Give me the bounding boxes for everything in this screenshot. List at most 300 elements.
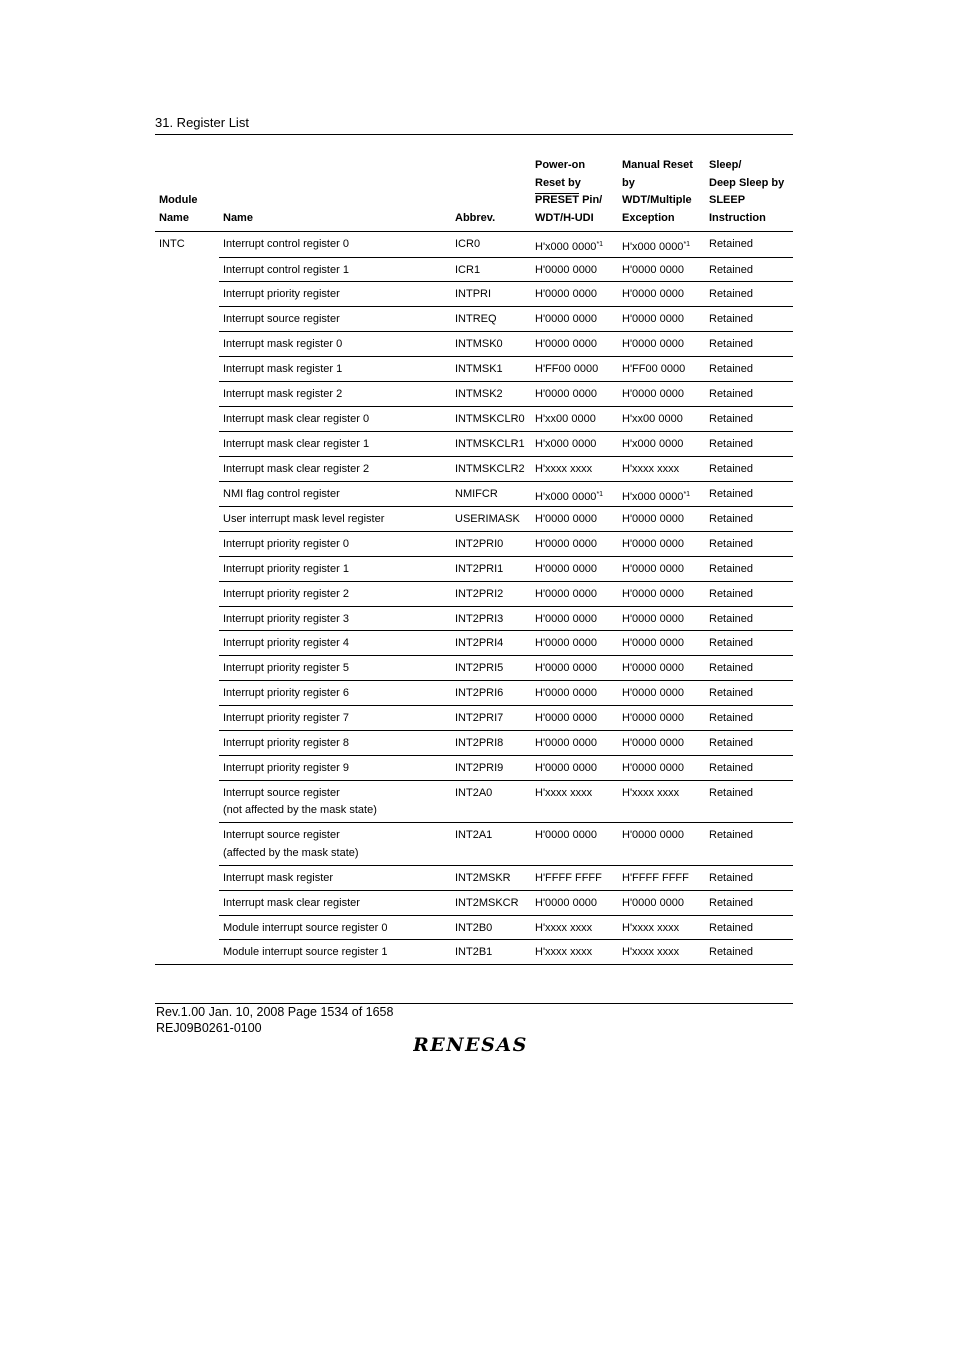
renesas-logo [413,1034,533,1061]
table-row [155,381,793,406]
poweron-reset-cell [531,631,618,656]
register-name-cell [219,940,451,965]
table-body [155,232,793,965]
poweron-reset-value: H'0000 0000 [535,829,598,842]
table-row [155,890,793,915]
poweron-reset-cell [531,406,618,431]
register-name: Interrupt mask register 0 [223,338,343,351]
register-name-note: (affected by the mask state) [223,846,359,859]
register-name-cell [219,282,451,307]
register-name-cell [219,381,451,406]
poweron-reset-value: H'FF00 0000 [535,363,599,376]
register-abbrev-cell [451,307,531,332]
manual-reset-cell [618,823,705,866]
sleep-cell [705,357,793,382]
poweron-reset-value: H'0000 0000 [535,537,598,550]
sleep-cell [705,307,793,332]
sleep-cell [705,755,793,780]
poweron-reset-cell [531,606,618,631]
header-sleep-line4: Instruction [709,211,766,224]
manual-reset-cell [618,507,705,532]
table-row [155,307,793,332]
poweron-reset-value: H'0000 0000 [535,662,598,675]
table-row [155,257,793,282]
section-header [155,115,793,135]
poweron-reset-value: H'0000 0000 [535,612,598,625]
register-abbrev: ICR0 [455,238,481,250]
sleep-cell [705,257,793,282]
register-name-cell [219,481,451,507]
sleep-cell [705,681,793,706]
register-abbrev-cell [451,823,531,866]
note-marker: *1 [683,241,691,248]
manual-reset-value: H'0000 0000 [622,263,685,276]
table-row [155,431,793,456]
poweron-reset-cell [531,431,618,456]
register-abbrev: INT2PRI9 [455,761,504,774]
table-row [155,631,793,656]
sleep-value: Retained [709,587,754,600]
register-abbrev: INTREQ [455,313,497,326]
register-abbrev: INT2B1 [455,946,493,959]
footer-document-number: REJ09B0261-0100 [156,1020,262,1035]
register-name: Interrupt priority register 2 [223,587,349,600]
footer-revision: Rev.1.00 Jan. 10, 2008 Page 1534 of 1658 [156,1005,394,1019]
sleep-value: Retained [709,921,754,934]
manual-reset-value: H'0000 0000 [622,288,685,301]
register-abbrev-cell [451,890,531,915]
register-name: Interrupt priority register 7 [223,712,349,725]
header-poweron-line1: Power-on [535,159,586,171]
register-name-cell [219,581,451,606]
footer [156,1005,393,1036]
register-name-cell [219,307,451,332]
register-abbrev-cell [451,282,531,307]
manual-reset-cell [618,431,705,456]
sleep-value: Retained [709,338,754,351]
register-abbrev: INTMSKCLR0 [455,412,525,425]
register-name-cell [219,507,451,532]
poweron-reset-value: H'0000 0000 [535,338,598,351]
poweron-reset-cell [531,706,618,731]
module-cell [155,232,219,965]
poweron-reset-value: H'x000 0000 [535,437,597,450]
register-name: Module interrupt source register 1 [223,946,388,959]
register-name-note: (not affected by the mask state) [223,804,377,817]
register-abbrev-cell [451,357,531,382]
register-abbrev: INT2PRI0 [455,537,504,550]
register-name: Interrupt priority register [223,288,340,301]
sleep-cell [705,531,793,556]
register-name: Module interrupt source register 0 [223,921,388,934]
manual-reset-cell [618,282,705,307]
manual-reset-value: H'0000 0000 [622,612,685,625]
poweron-reset-value: H'0000 0000 [535,737,598,750]
register-abbrev-cell [451,940,531,965]
manual-reset-value: H'0000 0000 [622,587,685,600]
sleep-cell [705,706,793,731]
manual-reset-value: H'xx00 0000 [622,412,683,425]
poweron-reset-cell [531,890,618,915]
register-name-cell [219,631,451,656]
manual-reset-value: H'0000 0000 [622,712,685,725]
register-name: Interrupt priority register 3 [223,612,349,625]
register-name-cell [219,890,451,915]
register-name-cell [219,406,451,431]
register-abbrev: INTMSKCLR1 [455,437,525,450]
register-name-cell [219,606,451,631]
header-module [155,157,219,232]
poweron-reset-cell [531,823,618,866]
table-row [155,656,793,681]
manual-reset-cell [618,865,705,890]
poweron-reset-value: H'0000 0000 [535,288,598,301]
table-row [155,681,793,706]
poweron-reset-value: H'0000 0000 [535,687,598,700]
register-name-cell [219,915,451,940]
register-name-cell [219,332,451,357]
sleep-value: Retained [709,437,754,450]
poweron-reset-cell [531,282,618,307]
note-marker: *1 [596,241,604,248]
register-abbrev-cell [451,581,531,606]
poweron-reset-cell [531,581,618,606]
poweron-reset-value: H'0000 0000 [535,263,598,276]
manual-reset-value: H'x000 0000 [622,437,684,450]
table-header [155,157,793,232]
manual-reset-value: H'FF00 0000 [622,363,686,376]
sleep-cell [705,381,793,406]
table-row [155,456,793,481]
poweron-reset-cell [531,381,618,406]
manual-reset-cell [618,232,705,258]
register-name: Interrupt mask register 2 [223,387,343,400]
manual-reset-cell [618,307,705,332]
register-abbrev-cell [451,556,531,581]
poweron-reset-cell [531,507,618,532]
register-abbrev-cell [451,681,531,706]
manual-reset-cell [618,631,705,656]
poweron-reset-value: H'0000 0000 [535,587,598,600]
table-row [155,755,793,780]
register-name: Interrupt mask register 1 [223,363,343,376]
table-row [155,940,793,965]
register-abbrev: INT2A1 [455,829,493,842]
manual-reset-value: H'xxxx xxxx [622,462,680,475]
manual-reset-value: H'0000 0000 [622,537,685,550]
poweron-reset-cell [531,940,618,965]
register-abbrev: INT2MSKCR [455,896,519,909]
sleep-value: Retained [709,263,754,276]
poweron-reset-cell [531,232,618,258]
renesas-logo-graphic [413,1034,533,1056]
header-poweron-line2: Reset by [535,176,581,189]
manual-reset-cell [618,357,705,382]
manual-reset-cell [618,556,705,581]
register-name: Interrupt source register [223,313,340,326]
manual-reset-value: H'0000 0000 [622,338,685,351]
manual-reset-value: H'0000 0000 [622,513,685,526]
note-marker: *1 [596,490,604,498]
register-abbrev: INTMSK0 [455,338,503,351]
register-abbrev: INT2PRI8 [455,737,504,750]
manual-reset-cell [618,456,705,481]
manual-reset-value: H'0000 0000 [622,761,685,774]
poweron-reset-value: H'0000 0000 [535,562,598,575]
table-row [155,406,793,431]
table-row [155,282,793,307]
poweron-reset-value: H'0000 0000 [535,313,598,326]
manual-reset-cell [618,481,705,507]
table-row [155,556,793,581]
sleep-cell [705,581,793,606]
sleep-cell [705,556,793,581]
table-row [155,507,793,532]
manual-reset-cell [618,406,705,431]
register-name-cell [219,456,451,481]
register-name-cell [219,656,451,681]
register-name: Interrupt source register [223,829,340,842]
table-row [155,357,793,382]
sleep-value: Retained [709,387,754,400]
header-poweron-line3 [535,192,614,210]
register-abbrev-cell [451,656,531,681]
register-name-cell [219,681,451,706]
register-abbrev-cell [451,731,531,756]
register-abbrev-cell [451,332,531,357]
poweron-reset-cell [531,780,618,823]
table-row [155,780,793,823]
sleep-value: Retained [709,712,754,725]
manual-reset-cell [618,755,705,780]
poweron-reset-value: H'x000 0000 [535,241,597,253]
header-sleep-line1: Sleep/ [709,159,742,171]
register-abbrev-cell [451,481,531,507]
manual-reset-cell [618,381,705,406]
header-poweron-reset [531,157,618,232]
register-abbrev-cell [451,915,531,940]
register-abbrev: INT2MSKR [455,871,511,884]
register-abbrev-cell [451,631,531,656]
sleep-cell [705,507,793,532]
sleep-value: Retained [709,946,754,959]
register-name-cell [219,706,451,731]
sleep-value: Retained [709,896,754,909]
register-abbrev: INTMSKCLR2 [455,462,525,475]
note-marker: *1 [683,490,691,498]
header-manual-line4: Exception [622,211,675,224]
register-abbrev-cell [451,456,531,481]
register-abbrev: INT2PRI6 [455,687,504,700]
register-abbrev-cell [451,381,531,406]
register-abbrev-cell [451,406,531,431]
register-abbrev-cell [451,706,531,731]
register-name: NMI flag control register [223,487,340,500]
register-abbrev-cell [451,257,531,282]
register-abbrev: INT2B0 [455,921,493,934]
register-abbrev: NMIFCR [455,487,498,500]
poweron-reset-value: H'x000 0000 [535,490,597,503]
sleep-cell [705,731,793,756]
poweron-reset-value: H'0000 0000 [535,712,598,725]
sleep-value: Retained [709,513,754,526]
manual-reset-cell [618,706,705,731]
manual-reset-cell [618,890,705,915]
poweron-reset-cell [531,357,618,382]
sleep-value: Retained [709,487,754,500]
header-poweron-line4: WDT/H-UDI [535,211,594,224]
register-abbrev: INT2PRI1 [455,562,504,575]
poweron-reset-cell [531,456,618,481]
sleep-value: Retained [709,662,754,675]
poweron-reset-value: H'FFFF FFFF [535,871,602,884]
manual-reset-cell [618,606,705,631]
register-name-cell [219,755,451,780]
register-abbrev-cell [451,531,531,556]
sleep-cell [705,823,793,866]
manual-reset-value: H'0000 0000 [622,562,685,575]
register-abbrev: INT2PRI2 [455,587,504,600]
table-row [155,481,793,507]
manual-reset-value: H'FFFF FFFF [622,871,689,884]
sleep-value: Retained [709,238,754,250]
footer-rule [155,1003,793,1004]
register-name: Interrupt mask clear register [223,896,360,909]
sleep-value: Retained [709,612,754,625]
sleep-cell [705,431,793,456]
table-row [155,232,793,258]
manual-reset-value: H'0000 0000 [622,737,685,750]
register-abbrev: INTMSK2 [455,387,503,400]
sleep-value: Retained [709,687,754,700]
register-abbrev: INTPRI [455,288,492,301]
register-name: Interrupt priority register 1 [223,562,349,575]
register-name-cell [219,232,451,258]
header-name: Name [219,157,451,232]
manual-reset-cell [618,731,705,756]
table-row [155,823,793,866]
register-abbrev-cell [451,780,531,823]
register-abbrev: ICR1 [455,263,481,276]
manual-reset-value: H'xxxx xxxx [622,946,680,959]
manual-reset-cell [618,940,705,965]
manual-reset-value: H'0000 0000 [622,896,685,909]
sleep-value: Retained [709,637,754,650]
sleep-value: Retained [709,871,754,884]
poweron-reset-value: H'xxxx xxxx [535,786,593,799]
poweron-reset-cell [531,865,618,890]
register-name: Interrupt control register 0 [223,238,349,250]
sleep-cell [705,890,793,915]
table-row [155,531,793,556]
register-name-cell [219,780,451,823]
poweron-reset-cell [531,257,618,282]
poweron-reset-cell [531,481,618,507]
poweron-reset-cell [531,915,618,940]
sleep-value: Retained [709,761,754,774]
manual-reset-value: H'0000 0000 [622,662,685,675]
register-abbrev-cell [451,606,531,631]
register-abbrev: INT2PRI3 [455,612,504,625]
register-name-cell [219,257,451,282]
poweron-reset-cell [531,556,618,581]
manual-reset-cell [618,780,705,823]
register-abbrev-cell [451,431,531,456]
sleep-value: Retained [709,829,754,842]
header-sleep-line2: Deep Sleep by [709,176,785,189]
sleep-cell [705,631,793,656]
manual-reset-value: H'0000 0000 [622,687,685,700]
poweron-reset-value: H'xx00 0000 [535,412,596,425]
register-name: Interrupt priority register 4 [223,637,349,650]
register-abbrev: INT2PRI4 [455,637,504,650]
manual-reset-value: H'0000 0000 [622,637,685,650]
register-abbrev-cell [451,232,531,258]
sleep-value: Retained [709,562,754,575]
sleep-value: Retained [709,412,754,425]
logo-wordmark: RENESAS [413,1034,528,1056]
poweron-reset-cell [531,307,618,332]
register-name: Interrupt priority register 0 [223,537,349,550]
register-abbrev: INT2PRI5 [455,662,504,675]
manual-reset-cell [618,915,705,940]
table-row [155,915,793,940]
register-name: Interrupt source register [223,786,340,799]
register-name-cell [219,823,451,866]
header-sleep [705,157,793,232]
register-name: Interrupt control register 1 [223,263,349,276]
manual-reset-value: H'0000 0000 [622,829,685,842]
register-name-cell [219,865,451,890]
sleep-cell [705,656,793,681]
poweron-reset-value: H'0000 0000 [535,387,598,400]
sleep-value: Retained [709,737,754,750]
register-abbrev: INT2PRI7 [455,712,504,725]
sleep-cell [705,481,793,507]
register-name-cell [219,556,451,581]
manual-reset-value: H'x000 0000 [622,241,684,253]
manual-reset-cell [618,681,705,706]
register-name: Interrupt priority register 5 [223,662,349,675]
header-sleep-line3: SLEEP [709,194,746,206]
poweron-reset-value: H'xxxx xxxx [535,946,593,959]
register-abbrev-cell [451,755,531,780]
table-row [155,332,793,357]
register-name: Interrupt mask clear register 1 [223,437,370,450]
poweron-reset-cell [531,531,618,556]
manual-reset-value: H'0000 0000 [622,313,685,326]
manual-reset-cell [618,332,705,357]
sleep-value: Retained [709,537,754,550]
module-name: INTC [159,238,185,250]
register-table [155,157,793,965]
manual-reset-value: H'xxxx xxxx [622,786,680,799]
manual-reset-value: H'x000 0000 [622,490,684,503]
register-name: Interrupt mask register [223,871,334,884]
header-module-line2: Name [159,211,189,224]
sleep-cell [705,780,793,823]
sleep-cell [705,282,793,307]
sleep-cell [705,456,793,481]
table-row [155,865,793,890]
sleep-value: Retained [709,288,754,301]
manual-reset-cell [618,581,705,606]
table-row [155,581,793,606]
sleep-cell [705,915,793,940]
register-name: Interrupt priority register 9 [223,761,349,774]
register-name-cell [219,531,451,556]
header-manual-line1: Manual Reset [622,159,693,171]
